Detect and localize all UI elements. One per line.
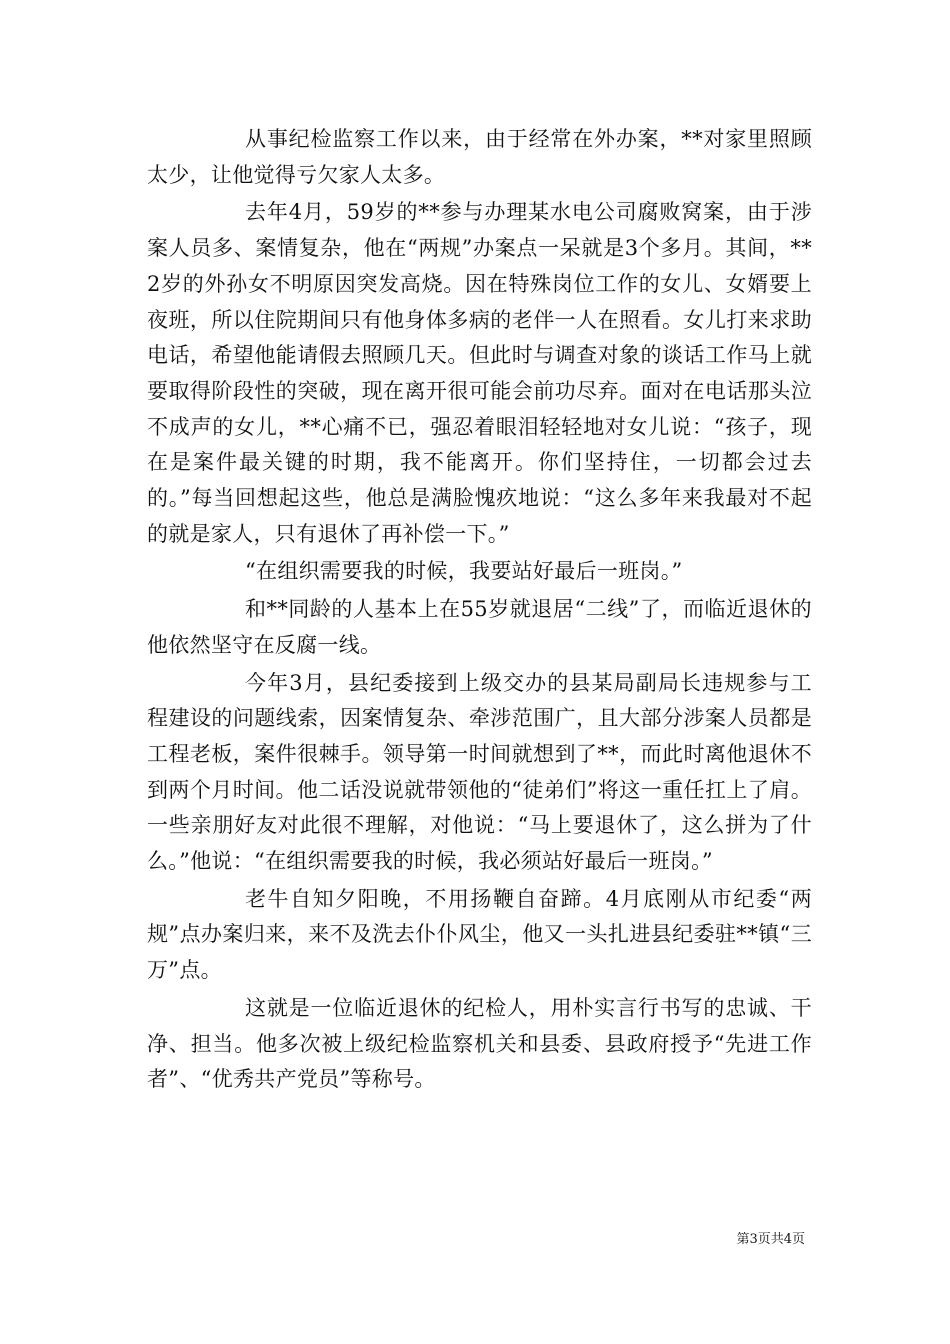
paragraph-6: 老牛自知夕阳晚，不用扬鞭自奋蹄。4月底刚从市纪委“两规”点办案归来，来不及洗去仆仆风尘，他又一头扎进县纪委驻**镇“三万”点。 xyxy=(147,886,812,983)
paragraph-7: 这就是一位临近退休的纪检人，用朴实言行书写的忠诚、干净、担当。他多次被上级纪检监察机关和县委、县政府授予“先进工作者”、“优秀共产党员”等称号。 xyxy=(147,995,812,1092)
paragraph-5: 今年3月，县纪委接到上级交办的县某局副局长违规参与工程建设的问题线索，因案情复杂、牵涉范围广，且大部分涉案人员都是工程老板，案件很棘手。领导第一时间就想到了**，而此时离他退休不到两个月时间。他二话没说就带领他的“徒弟们”将这一重任扛上了肩。一些亲朋好友对此很不理解，对他说：“马上要退休了，这么拼为了什么。”他说：“在组织需要我的时候，我必须站好最后一班岗。” xyxy=(147,670,812,874)
paragraph-1: 从事纪检监察工作以来，由于经常在外办案，**对家里照顾太少，让他觉得亏欠家人太多。 xyxy=(147,127,812,187)
page-number-footer: 第3页共4页 xyxy=(736,1232,805,1247)
paragraph-3: “在组织需要我的时候，我要站好最后一班岗。” xyxy=(245,559,683,584)
paragraph-2: 去年4月，59岁的**参与办理某水电公司腐败窝案，由于涉案人员多、案情复杂，他在“两规”办案点一呆就是3个多月。其间，**2岁的外孙女不明原因突发高烧。因在特殊岗位工作的女儿、女婿要上夜班，所以住院期间只有他身体多病的老伴一人在照看。女儿打来求助电话，希望他能请假去照顾几天。但此时与调查对象的谈话工作马上就要取得阶段性的突破，现在离开很可能会前功尽弃。面对在电话那头泣不成声的女儿，**心痛不已，强忍着眼泪轻轻地对女儿说：“孩子，现在是案件最关键的时期，我不能离开。你们坚持住，一切都会过去的。”每当回想起这些，他总是满脸愧疚地说：“这么多年来我最对不起的就是家人，只有退休了再补偿一下。” xyxy=(147,200,812,546)
document-body xyxy=(147,122,812,1098)
paragraph-4: 和**同龄的人基本上在55岁就退居“二线”了，而临近退休的他依然坚守在反腐一线。 xyxy=(147,597,812,657)
